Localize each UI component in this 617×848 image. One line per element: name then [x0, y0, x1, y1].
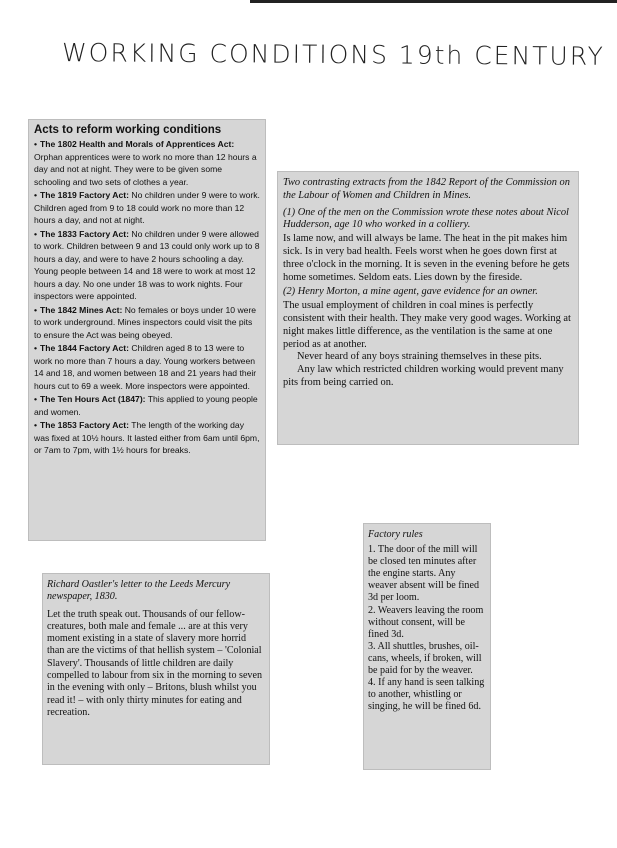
acts-clipping [28, 119, 266, 541]
rules-clipping [363, 523, 491, 770]
act-name: The 1842 Mines Act: [40, 304, 123, 315]
report-part2-para: The usual employment of children in coal mines is perfectly consistent with their health. They make very good wages. Working at night makes little difference, as the ventilation is the same at one period as at another. [283, 300, 571, 350]
letter-text: Let the truth speak out. Thousands of our fellow-creatures, both male and female ... are at this very moment existing in a state of slavery more horrid than are the victims of that hellish system – 'Colonial Slavery'. Thousands of little children are daily compelled to labour from six in the morning to seven in the evening with only – Britons, blush whilst you read it! – with only thirty minutes for eating and recreation. [47, 608, 263, 718]
act-item [34, 228, 260, 303]
bullet-icon: • [34, 394, 38, 404]
act-text: No children under 9 were allowed to work. Children between 9 and 13 could only work up to 8 hours a day, and were to have 2 hours schooling a day. Young people between 14 and 18 were to work at most 12 hours a day. No one under 18 was to work nights. Four inspectors were appointed. [34, 228, 260, 301]
rule-item: 1. The door of the mill will be closed ten minutes after the engine starts. Any weaver absent will be fined 3d per loom. [368, 544, 479, 604]
act-name: The 1844 Factory Act: [40, 343, 130, 353]
act-text: No females or boys under 10 were to work underground. Mines inspectors could visit the pits to ensure the Act was being obeyed. [34, 304, 257, 340]
act-text: Children aged 8 to 13 were to work no more than 7 hours a day. Young workers between 14 and 18, and women between 18 and 21 years had their hours cut to 69 a week. More inspectors were appointed. [34, 343, 257, 391]
bullet-icon: • [34, 420, 38, 430]
report-clipping [277, 171, 579, 445]
rule-item: 3. All shuttles, brushes, oil-cans, wheels, if broken, will be paid for by the weaver. [368, 640, 482, 677]
bullet-icon: • [34, 304, 38, 315]
act-text: No children under 9 were to work. Children aged from 9 to 18 could work no more than 12 hours a day, and not at night. [34, 190, 260, 225]
act-item [34, 189, 260, 227]
act-name: The Ten Hours Act (1847): [40, 394, 146, 404]
scan-edge [250, 0, 617, 3]
act-name: The 1853 Factory Act: [40, 420, 130, 430]
act-name: The 1802 Health and Morals of Apprentices Act: [40, 139, 235, 149]
act-text: The length of the working day was fixed at 10½ hours. It lasted either from 6am until 6pm, or 7am to 7pm, with 1½ hours for breaks. [34, 420, 260, 455]
act-item [34, 393, 260, 418]
bullet-icon: • [34, 228, 38, 239]
rules-intro: Factory rules [368, 529, 423, 540]
report-part2-heading: (2) Henry Morton, a mine agent, gave evidence for an owner. [283, 286, 538, 298]
act-text: This applied to young people and women. [34, 394, 258, 417]
rule-item: 4. If any hand is seen talking to another, whistling or singing, he will be fined 6d. [368, 677, 485, 713]
act-name: The 1833 Factory Act: [40, 228, 130, 239]
act-item [34, 138, 260, 188]
report-part1-heading: (1) One of the men on the Commission wrote these notes about Nicol Hudderson, age 10 who worked in a colliery. [283, 206, 569, 231]
report-part2-para: Any law which restricted children working would prevent many pits from being carried on. [283, 364, 564, 388]
bullet-icon: • [34, 139, 38, 149]
acts-heading: Acts to reform working conditions [34, 124, 222, 136]
report-part2-para: Never heard of any boys straining themselves in these pits. [297, 351, 542, 363]
act-text: Orphan apprentices were to work no more than 12 hours a day and not at night. They were to be given some schooling and two sets of clothes a year. [34, 151, 257, 187]
page-title: WORKING CONDITIONS 19th CENTURY [61, 38, 605, 71]
act-item [34, 419, 260, 457]
act-item [34, 304, 260, 342]
bullet-icon: • [34, 190, 38, 200]
report-intro: Two contrasting extracts from the 1842 Report of the Commission on the Labour of Women and Children in Mines. [283, 177, 570, 201]
letter-clipping [42, 573, 270, 765]
act-name: The 1819 Factory Act: [40, 190, 130, 200]
act-item [34, 342, 260, 392]
bullet-icon: • [34, 343, 38, 353]
letter-intro: Richard Oastler's letter to the Leeds Mercury newspaper, 1830. [47, 579, 231, 603]
rule-item: 2. Weavers leaving the room without consent, will be fined 3d. [368, 604, 484, 640]
report-part1-text: Is lame now, and will always be lame. The heat in the pit makes him sick. Is in very bad health. Feels worst when he goes down first at three o'clock in the morning. It is seven in the evening before he gets home sometimes. Seldom eats. Lies down by the fireside. [283, 233, 570, 283]
